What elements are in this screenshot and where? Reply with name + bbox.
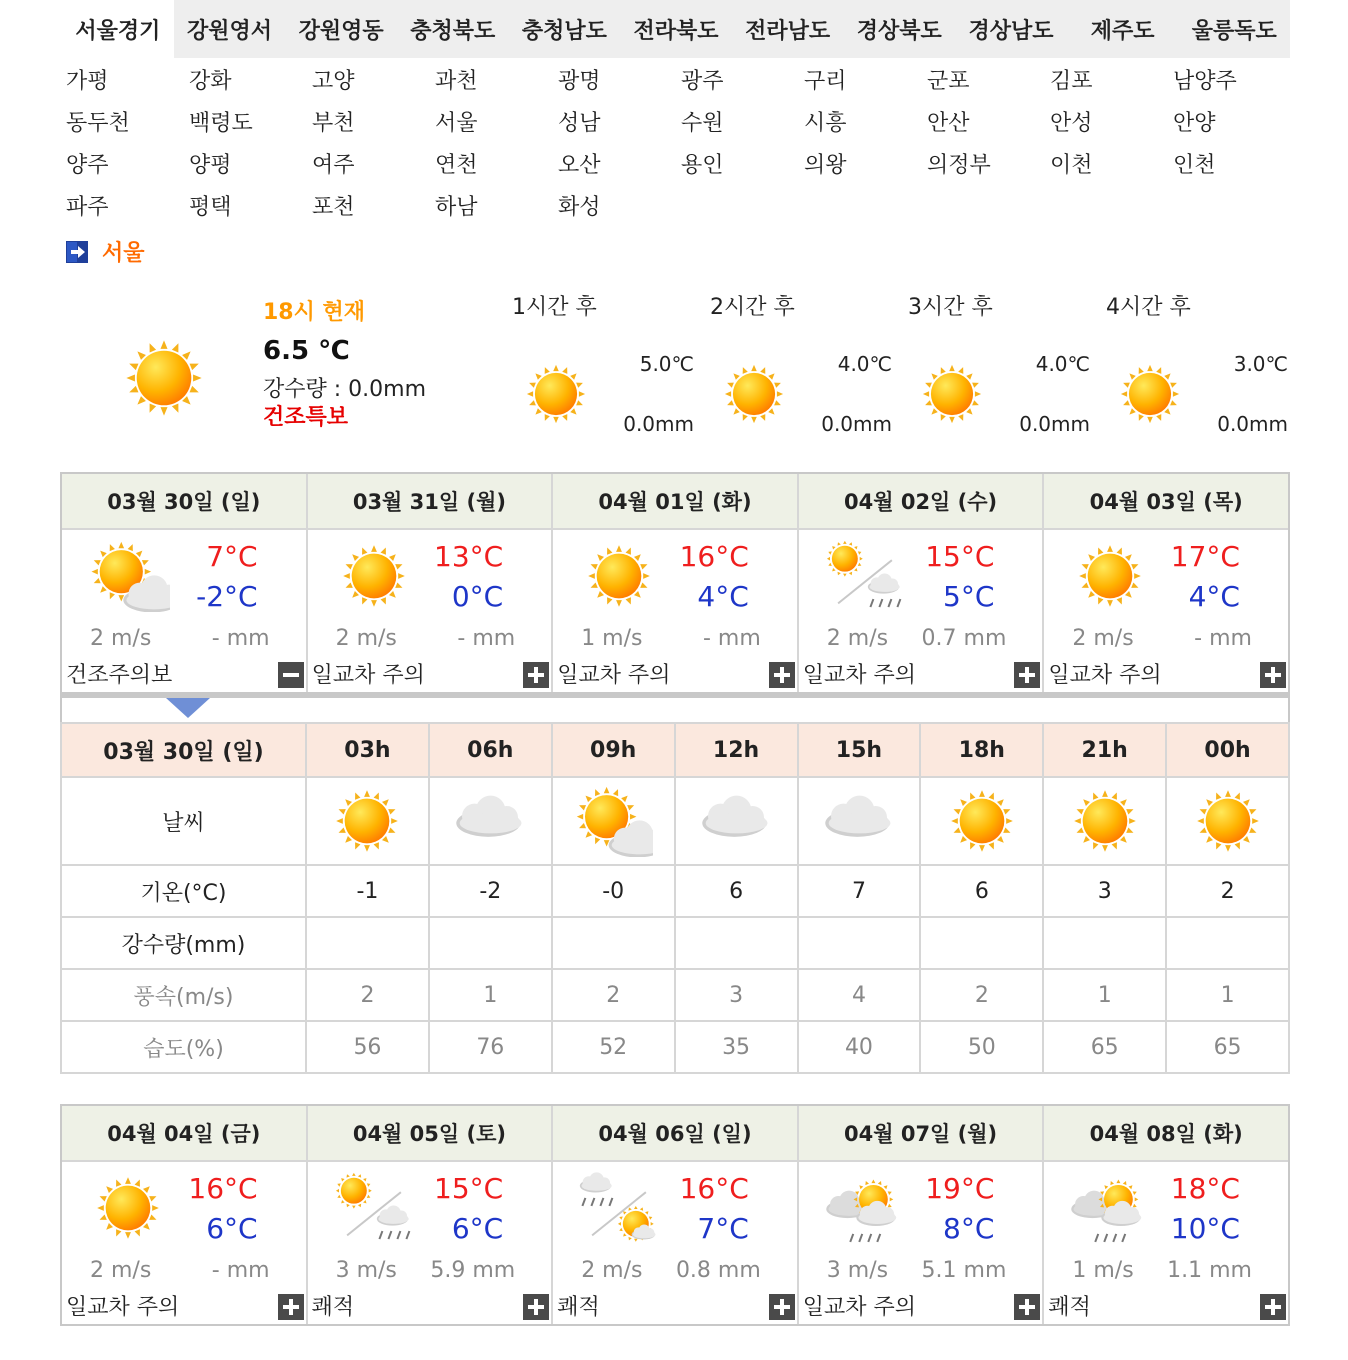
plus-icon-vertical (780, 667, 784, 683)
sun-icon (918, 360, 986, 428)
arrow-right-icon (66, 241, 88, 263)
forecast-temp: 4.0℃ (1035, 352, 1090, 376)
forecast-temp: 4.0℃ (837, 352, 892, 376)
day-date: 04월 02일 (수) (799, 474, 1045, 528)
tab-region-9[interactable]: 제주도 (1090, 18, 1155, 44)
expand-button[interactable] (523, 662, 549, 688)
row-label-rain: 강수량(mm) (61, 917, 306, 969)
weather-row (61, 777, 1289, 865)
hourly-humidity: 76 (429, 1021, 552, 1073)
low-temp: 4°C (697, 580, 749, 613)
hourly-weather-cell (675, 777, 798, 865)
weather-note: 쾌적 (557, 1295, 600, 1320)
weather-note: 쾌적 (311, 1295, 355, 1320)
rainfall: - mm (1194, 626, 1252, 651)
city-link[interactable]: 시흥 (804, 110, 847, 136)
city-link[interactable]: 성남 (558, 110, 601, 136)
city-link[interactable]: 여주 (312, 152, 355, 178)
sun-icon (1068, 540, 1152, 612)
sun-to-rain-icon (332, 1172, 416, 1244)
city-link[interactable]: 고양 (312, 68, 355, 94)
day-forecast-cell (553, 530, 799, 692)
day-date: 03월 31일 (월) (308, 474, 554, 528)
city-list (66, 58, 1296, 226)
city-link[interactable]: 광명 (558, 68, 601, 94)
city-link[interactable]: 안성 (1050, 110, 1093, 136)
tab-region-8[interactable]: 경상남도 (968, 18, 1054, 44)
city-link[interactable]: 하남 (435, 194, 478, 220)
current-alert: 건조특보 (263, 405, 349, 430)
city-link[interactable]: 구리 (804, 68, 847, 94)
plus-icon-vertical (534, 667, 538, 683)
hourly-wind: 1 (1043, 969, 1166, 1021)
city-link[interactable]: 연천 (435, 152, 478, 178)
collapse-button[interactable] (278, 662, 304, 688)
hourly-humidity: 56 (306, 1021, 429, 1073)
wind-speed: 2 m/s (90, 1258, 152, 1283)
forecast-temp: 3.0℃ (1233, 352, 1288, 376)
rainfall: 1.1 mm (1167, 1258, 1252, 1283)
hourly-rain (920, 917, 1043, 969)
day-date: 04월 07일 (월) (799, 1106, 1045, 1160)
sun-cloud-icon (86, 540, 170, 612)
day-forecast-cell (799, 1162, 1045, 1324)
week-header-row (62, 1106, 1288, 1162)
hourly-humidity: 50 (920, 1021, 1043, 1073)
rainfall: - mm (702, 626, 761, 651)
expand-button[interactable] (523, 1294, 549, 1320)
city-link[interactable]: 의정부 (927, 152, 991, 178)
city-link[interactable]: 화성 (558, 194, 601, 220)
city-link[interactable]: 안양 (1173, 110, 1216, 136)
weather-note: 건조주의보 (66, 663, 173, 688)
hourly-weather-cell (552, 777, 675, 865)
row-label-temp: 기온(°C) (61, 865, 306, 917)
high-temp: 19°C (925, 1172, 995, 1205)
weather-note: 일교차 주의 (557, 663, 671, 688)
day-date: 04월 03일 (목) (1089, 490, 1243, 514)
sun-to-rain-icon (823, 540, 907, 612)
sun-icon (942, 785, 1022, 857)
day-forecast-cell (62, 1162, 308, 1324)
sun-icon (577, 540, 661, 612)
city-link[interactable]: 과천 (435, 68, 478, 94)
sun-icon (522, 360, 590, 428)
sun-icon (327, 785, 407, 857)
forecast-rain: 0.0mm (1019, 412, 1090, 436)
pointer-triangle-icon (166, 698, 210, 718)
low-temp: 0°C (451, 580, 504, 613)
city-link[interactable]: 광주 (681, 68, 724, 94)
hourly-wind: 2 (552, 969, 675, 1021)
day-date: 04월 08일 (화) (1089, 1122, 1243, 1146)
day-forecast-cell (799, 530, 1045, 692)
hourly-weather-cell (920, 777, 1043, 865)
tab-region-2[interactable]: 강원영동 (298, 18, 384, 44)
plus-icon-vertical (534, 1299, 538, 1315)
city-link[interactable]: 군포 (927, 68, 970, 94)
sun-icon (86, 1172, 170, 1244)
forecast-rain: 0.0mm (1217, 412, 1288, 436)
tab-region-6[interactable]: 전라남도 (745, 18, 831, 44)
hourly-rain (306, 917, 429, 969)
tab-region-10[interactable]: 울릉독도 (1191, 18, 1277, 44)
high-temp: 17°C (1170, 540, 1240, 573)
hourly-wind: 1 (1166, 969, 1289, 1021)
hourly-wind: 4 (798, 969, 921, 1021)
day-forecast-cell (1044, 530, 1288, 692)
cloud-icon (450, 785, 530, 857)
hour-header: 12h (675, 723, 798, 777)
high-temp: 7°C (206, 540, 258, 573)
city-link[interactable]: 이천 (1050, 152, 1093, 178)
wind-speed: 2 m/s (335, 626, 397, 651)
current-rainfall: 강수량 : 0.0mm (263, 377, 427, 402)
sun-cloud-icon (573, 785, 653, 857)
forecast-2h (710, 290, 900, 440)
tab-region-5[interactable]: 전라북도 (633, 18, 719, 44)
city-link[interactable]: 동두천 (66, 110, 130, 136)
expand-button[interactable] (769, 1294, 795, 1320)
plus-icon-vertical (780, 1299, 784, 1315)
weather-note: 쾌적 (1048, 1295, 1091, 1320)
hourly-temp: 7 (798, 865, 921, 917)
hourly-wind: 2 (920, 969, 1043, 1021)
weather-note: 일교차 주의 (66, 1295, 180, 1320)
low-temp: 7°C (697, 1212, 749, 1245)
hourly-weather-cell (1043, 777, 1166, 865)
hourly-temp: -2 (429, 865, 552, 917)
plus-icon-vertical (1271, 1299, 1275, 1315)
high-temp: 15°C (925, 540, 995, 573)
hourly-humidity: 65 (1166, 1021, 1289, 1073)
wind-row (61, 969, 1289, 1021)
tab-region-4[interactable]: 충청남도 (521, 18, 607, 44)
selected-city-name: 서울 (102, 241, 145, 266)
rainfall: - mm (211, 626, 270, 651)
current-weather-sun-icon (120, 334, 208, 422)
city-link[interactable]: 남양주 (1173, 68, 1237, 94)
day-date: 04월 04일 (금) (62, 1106, 308, 1160)
low-temp: 10°C (1170, 1212, 1240, 1245)
current-temperature: 6.5 ℃ (263, 336, 350, 366)
rainfall: 5.1 mm (921, 1258, 1007, 1283)
cloud-icon (696, 785, 776, 857)
hourly-wind: 2 (306, 969, 429, 1021)
expand-button[interactable] (1014, 1294, 1040, 1320)
hourly-temp: -1 (306, 865, 429, 917)
hour-header: 00h (1166, 723, 1289, 777)
city-link[interactable]: 용인 (681, 152, 724, 178)
rainfall: 5.9 mm (430, 1258, 516, 1283)
rainfall: - mm (211, 1258, 270, 1283)
hour-header: 09h (552, 723, 675, 777)
city-link[interactable]: 포천 (312, 194, 355, 220)
hourly-rain (798, 917, 921, 969)
row-label-weather: 날씨 (61, 777, 306, 865)
high-temp: 16°C (679, 540, 749, 573)
wind-speed: 1 m/s (1072, 1258, 1134, 1283)
forecast-temp: 5.0℃ (639, 352, 694, 376)
city-link[interactable]: 안산 (927, 110, 970, 136)
wind-speed: 2 m/s (1072, 626, 1134, 651)
minus-icon (283, 673, 299, 677)
high-temp: 15°C (434, 1172, 504, 1205)
row-label-humidity: 습도(%) (61, 1021, 306, 1073)
tab-region-7[interactable]: 경상북도 (856, 18, 942, 44)
region-tabs (62, 0, 1290, 58)
hourly-rain (1043, 917, 1166, 969)
hourly-humidity: 52 (552, 1021, 675, 1073)
low-temp: 6°C (451, 1212, 504, 1245)
expand-button[interactable] (769, 662, 795, 688)
day-forecast-cell (1044, 1162, 1288, 1324)
city-link[interactable]: 서울 (435, 110, 478, 136)
hourly-temp: -0 (552, 865, 675, 917)
wind-speed: 2 m/s (90, 626, 152, 651)
hourly-temp: 3 (1043, 865, 1166, 917)
hourly-rain (675, 917, 798, 969)
day-date: 04월 05일 (토) (308, 1106, 554, 1160)
forecast-rain: 0.0mm (821, 412, 892, 436)
low-temp: 6°C (206, 1212, 258, 1245)
hourly-temp: 2 (1166, 865, 1289, 917)
hourly-date: 03월 30일 (일) (61, 723, 306, 777)
city-link[interactable]: 양평 (189, 152, 232, 178)
day-forecast-cell (308, 1162, 554, 1324)
weather-note: 일교차 주의 (802, 1295, 917, 1320)
forecast-rain: 0.0mm (623, 412, 694, 436)
low-temp: 8°C (943, 1212, 995, 1245)
forecast-3h (908, 290, 1098, 440)
wind-speed: 2 m/s (581, 1258, 643, 1283)
forecast-1h (512, 290, 702, 440)
city-link[interactable]: 백령도 (189, 110, 253, 136)
city-link[interactable]: 김포 (1050, 68, 1093, 94)
plus-icon-vertical (1271, 667, 1275, 683)
hourly-rain (552, 917, 675, 969)
expand-button[interactable] (1260, 662, 1286, 688)
plus-icon-vertical (1025, 1299, 1029, 1315)
week-header-row (62, 474, 1288, 530)
day-date: 04월 06일 (일) (553, 1106, 799, 1160)
weather-note: 일교차 주의 (802, 663, 917, 688)
week-body-row (62, 1162, 1288, 1324)
day-date: 04월 01일 (화) (553, 474, 799, 528)
city-link[interactable]: 인천 (1173, 152, 1216, 178)
high-temp: 16°C (679, 1172, 749, 1205)
hourly-humidity: 40 (798, 1021, 921, 1073)
city-link[interactable]: 수원 (681, 110, 724, 136)
forecast-label: 2시간 후 (710, 295, 795, 320)
rainfall: 0.7 mm (921, 626, 1007, 651)
day-forecast-cell (553, 1162, 799, 1324)
week-body-row (62, 530, 1288, 692)
weather-note: 일교차 주의 (1048, 663, 1162, 688)
expand-button[interactable] (1260, 1294, 1286, 1320)
sun-icon (1188, 785, 1268, 857)
hourly-humidity: 35 (675, 1021, 798, 1073)
wind-speed: 3 m/s (826, 1258, 889, 1283)
hour-header: 21h (1043, 723, 1166, 777)
high-temp: 16°C (188, 1172, 258, 1205)
row-label-wind: 풍속(m/s) (61, 969, 306, 1021)
rainfall: - mm (457, 626, 516, 651)
city-link[interactable]: 파주 (66, 194, 109, 220)
hourly-wind: 3 (675, 969, 798, 1021)
hourly-weather-cell (1166, 777, 1289, 865)
hourly-weather-cell (798, 777, 921, 865)
wind-speed: 1 m/s (581, 626, 643, 651)
tab-region-0[interactable]: 서울경기 (62, 0, 174, 58)
city-link[interactable]: 오산 (558, 152, 601, 178)
low-temp: 5°C (943, 580, 995, 613)
hourly-rain (1166, 917, 1289, 969)
sun-icon (1116, 360, 1184, 428)
humidity-row (61, 1021, 1289, 1073)
sun-icon (332, 540, 416, 612)
hour-header: 03h (306, 723, 429, 777)
wind-speed: 2 m/s (826, 626, 889, 651)
tab-region-1[interactable]: 강원영서 (186, 18, 272, 44)
cloud-icon (819, 785, 899, 857)
expand-divider (60, 694, 1290, 724)
day-date: 03월 30일 (일) (62, 474, 308, 528)
plus-icon-vertical (1025, 667, 1029, 683)
forecast-4h (1106, 290, 1296, 440)
hourly-wind: 1 (429, 969, 552, 1021)
sun-icon (720, 360, 788, 428)
city-link[interactable]: 가평 (66, 68, 109, 94)
forecast-label: 3시간 후 (908, 295, 993, 320)
hourly-weather-cell (429, 777, 552, 865)
day-forecast-cell (62, 530, 308, 692)
sun-icon (1065, 785, 1145, 857)
hour-header: 15h (798, 723, 921, 777)
hourly-detail-table (60, 722, 1290, 1074)
tab-region-3[interactable]: 충청북도 (410, 18, 496, 44)
rainfall: 0.8 mm (675, 1258, 761, 1283)
city-link[interactable]: 부천 (312, 110, 355, 136)
hourly-humidity: 65 (1043, 1021, 1166, 1073)
hour-header: 06h (429, 723, 552, 777)
rain-to-sun-icon (577, 1172, 661, 1244)
temp-row (61, 865, 1289, 917)
cloud-sun-rain-icon (1068, 1172, 1152, 1244)
expand-button[interactable] (1014, 662, 1040, 688)
low-temp: -2°C (196, 580, 258, 613)
city-link[interactable]: 의왕 (804, 152, 847, 178)
forecast-label: 1시간 후 (512, 295, 597, 320)
expand-button[interactable] (278, 1294, 304, 1320)
city-link[interactable]: 양주 (66, 152, 109, 178)
current-time-label: 18시 현재 (263, 300, 366, 325)
rain-row (61, 917, 1289, 969)
plus-icon-vertical (289, 1299, 293, 1315)
hourly-temp: 6 (920, 865, 1043, 917)
hourly-rain (429, 917, 552, 969)
high-temp: 18°C (1170, 1172, 1240, 1205)
weather-note: 일교차 주의 (311, 663, 425, 688)
high-temp: 13°C (434, 540, 504, 573)
city-link[interactable]: 강화 (189, 68, 232, 94)
low-temp: 4°C (1188, 580, 1240, 613)
hourly-temp: 6 (675, 865, 798, 917)
forecast-label: 4시간 후 (1106, 295, 1191, 320)
city-link[interactable]: 평택 (189, 194, 232, 220)
selected-city-header (66, 236, 145, 267)
wind-speed: 3 m/s (335, 1258, 397, 1283)
cloud-sun-rain-icon (823, 1172, 907, 1244)
weekly-forecast-2 (60, 1104, 1290, 1326)
day-forecast-cell (308, 530, 554, 692)
hourly-weather-cell (306, 777, 429, 865)
weekly-forecast-1 (60, 472, 1290, 694)
hour-header: 18h (920, 723, 1043, 777)
